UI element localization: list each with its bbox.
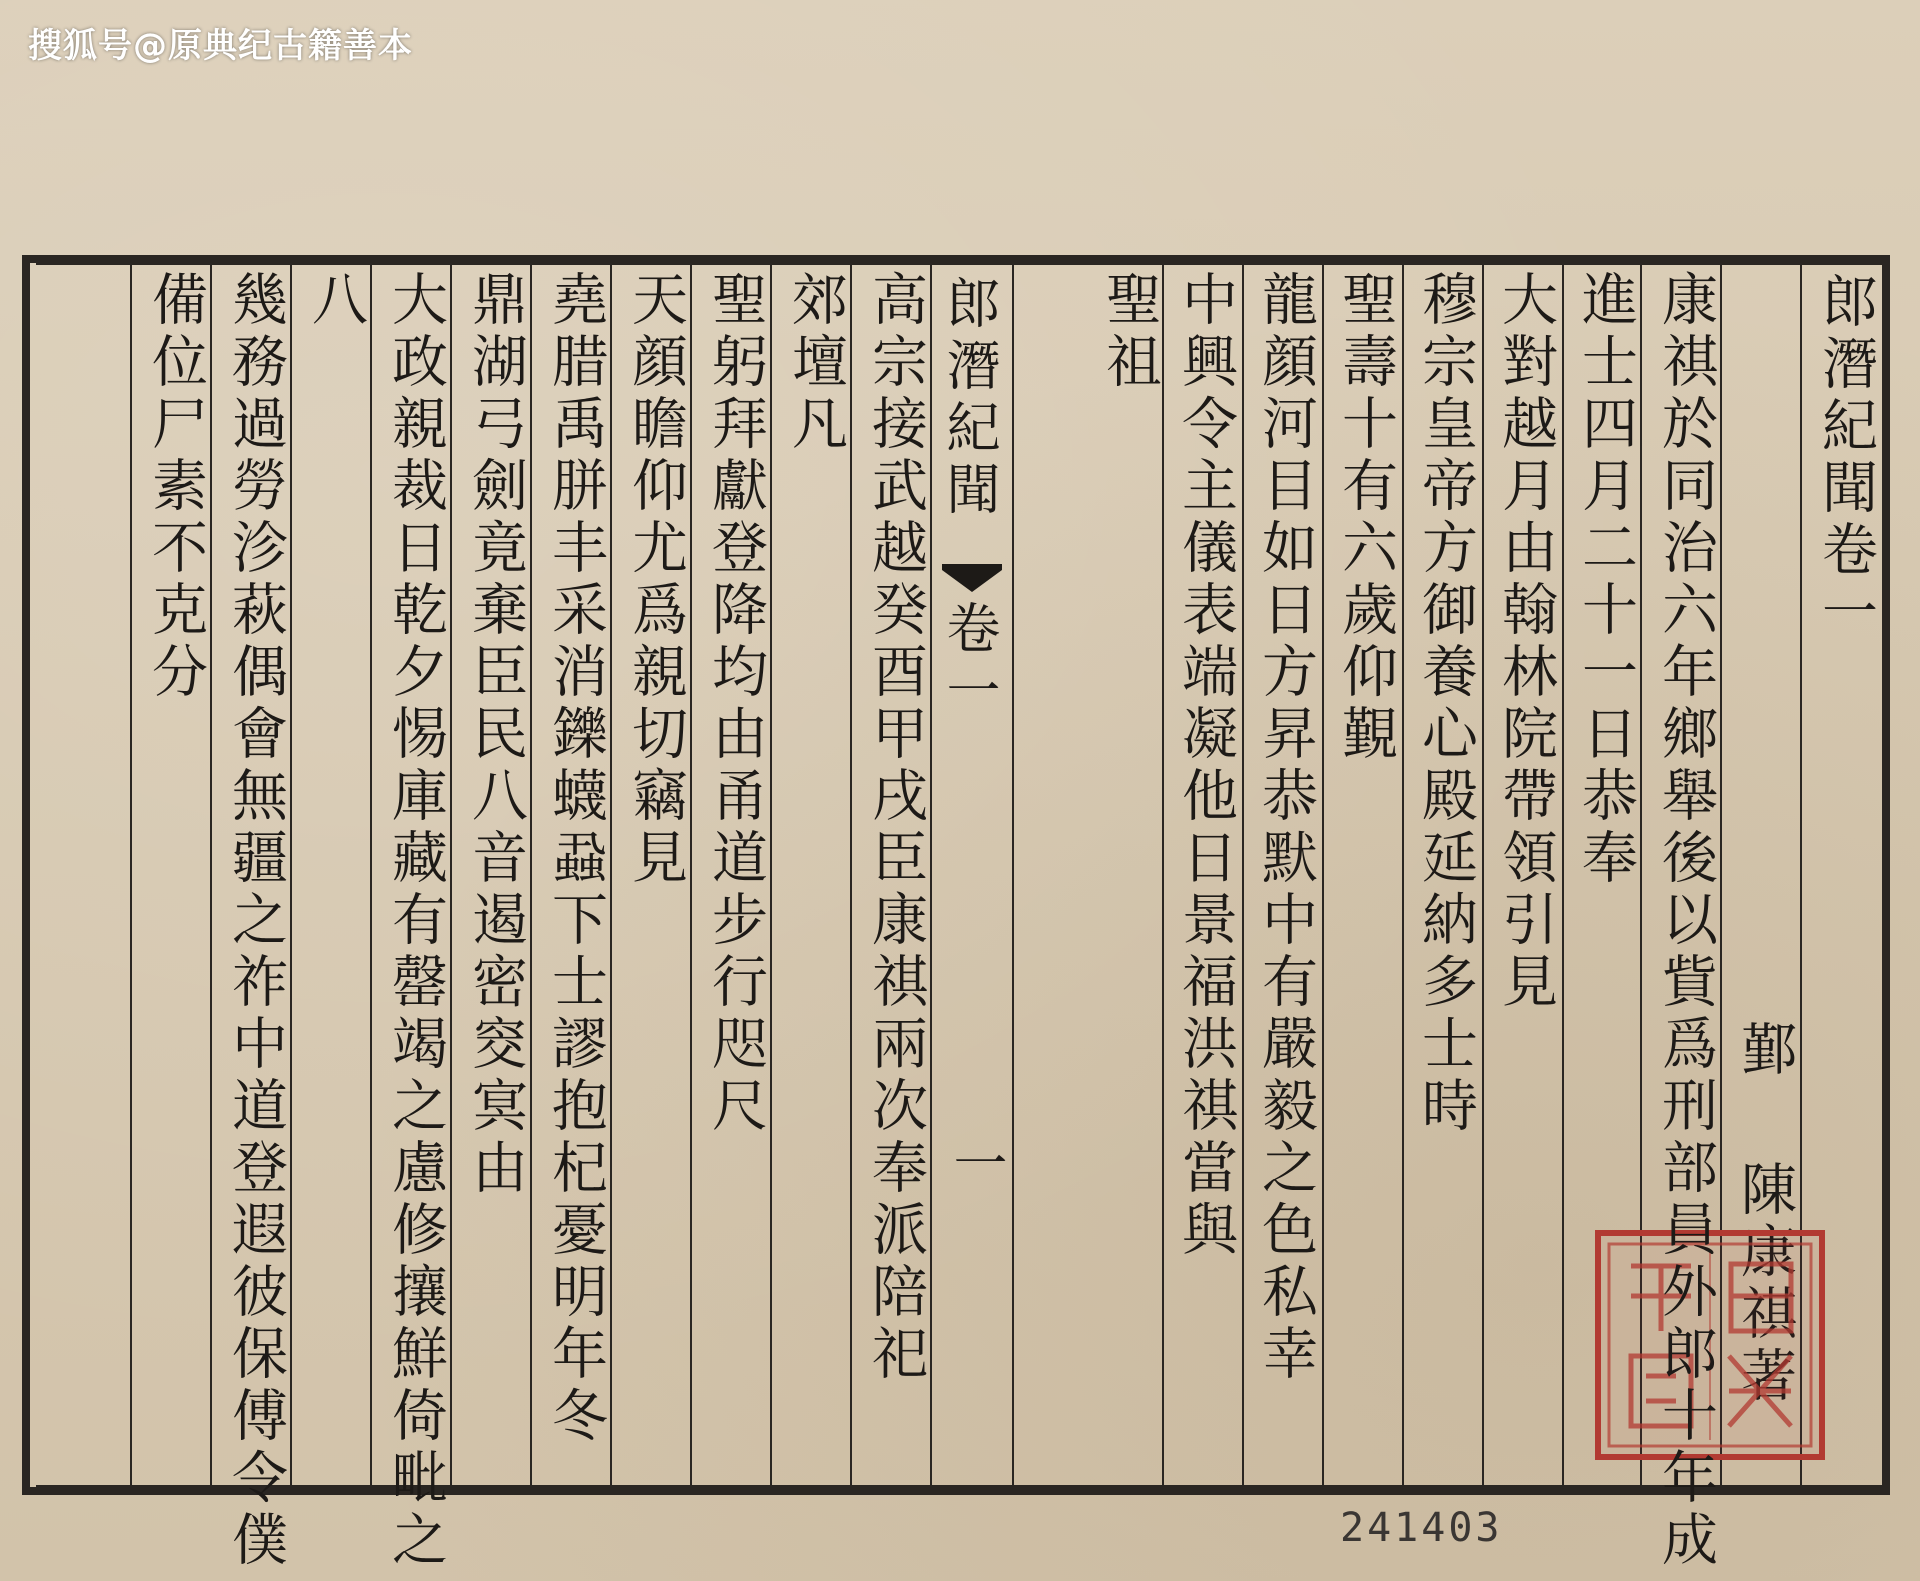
center-title: 郎潛紀聞 [938,275,1001,523]
column-rule [1012,263,1014,1487]
text-column-8: 聖祖 [1097,270,1162,394]
fish-tail-mark [940,560,1004,596]
text-column-9: 高宗接武越癸酉甲戌臣康祺兩次奉派陪祀 [863,270,928,1386]
text-column-4: 穆宗皇帝方御養心殿延納多士時 [1413,270,1478,1138]
author-place: 鄞 [1732,1020,1797,1086]
column-rule [1162,263,1164,1487]
text-column-16: 八 [303,270,368,332]
text-column-13: 堯腊禹胼丰采消鑠蠛蝨下士謬抱杞憂明年冬 [543,270,608,1448]
text-column-2: 進士四月二十一日恭奉 [1573,270,1638,890]
text-column-15: 大政親裁日乾夕惕庫藏有罄竭之慮修攘鮮倚毗之 [383,270,448,1572]
leaf-number: 一 [945,1135,1008,1189]
text-column-11: 聖躬拜獻登降均由甬道步行咫尺 [703,270,768,1138]
text-column-10: 郊壇凡 [783,270,848,456]
text-column-12: 天顔瞻仰尤爲親切竊見 [623,270,688,890]
text-column-14: 鼎湖弓劍竟棄臣民八音遏密窔㝠由 [463,270,528,1200]
center-juan: 卷一 [938,600,1001,724]
text-column-3: 大對越月由翰林院帶領引見 [1493,270,1558,1014]
volume-title: 郎潛紀聞卷一 [1813,272,1878,644]
text-column-7: 中興令主儀表端凝他日景福洪祺當與 [1173,270,1238,1262]
watermark-text: 搜狐号@原典纪古籍善本 [28,26,413,66]
stamp-number: 241403 [1340,1505,1503,1551]
text-column-5: 聖壽十有六歲仰覲 [1333,270,1398,766]
text-column-6: 龍顔河目如日方昇恭默中有嚴毅之色私幸 [1253,270,1318,1386]
column-rule [370,263,372,1487]
column-rule [130,263,132,1487]
author-name: 陳康祺著 [1732,1160,1797,1408]
text-column-17: 幾務過勞沴萩偶會無疆之祚中道登遐彼保傅令僕 [223,270,288,1572]
text-column-18: 備位尸素不克分 [143,270,208,704]
text-column-1: 康祺於同治六年鄉舉後以貲爲刑部員外郎十年成 [1653,270,1718,1572]
